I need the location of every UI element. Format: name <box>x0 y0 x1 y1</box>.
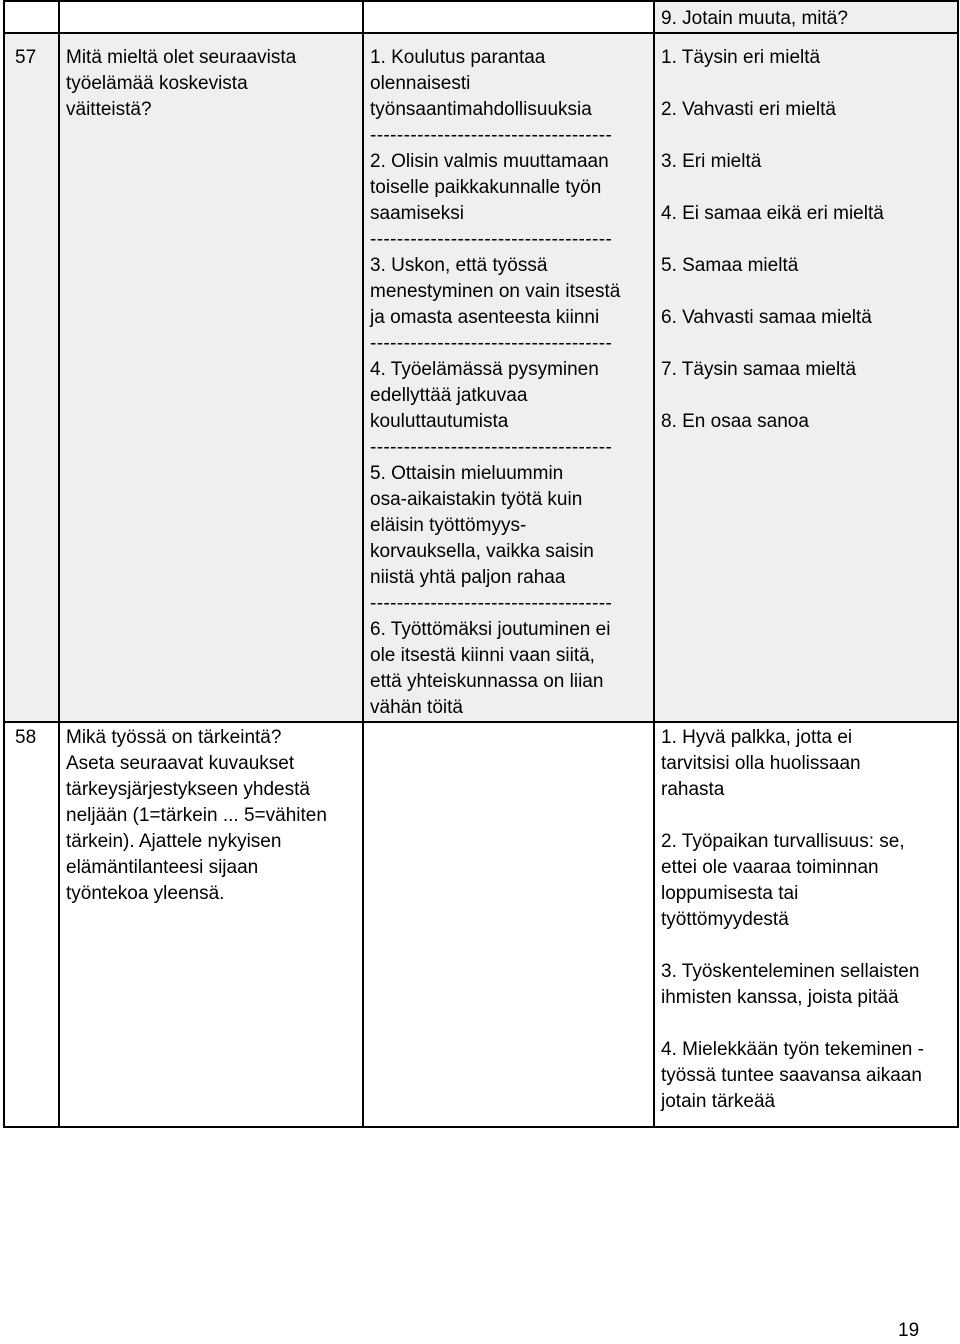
ranking-option-3-line: 3. Työskenteleminen sellaisten <box>661 961 920 982</box>
statement-4-line: kouluttautumista <box>370 411 509 432</box>
statement-1-line: työnsaantimahdollisuuksia <box>370 99 592 120</box>
question-text-line: neljään (1=tärkein ... 5=vähiten <box>66 805 327 826</box>
question-57-text-cell <box>59 33 363 722</box>
ranking-option-4-line: työssä tuntee saavansa aikaan <box>661 1065 922 1086</box>
statement-6-line: ole itsestä kiinni vaan siitä, <box>370 645 595 666</box>
question-text-line: tärkeysjärjestykseen yhdestä <box>66 779 310 800</box>
ranking-option-2-line: työttömyydestä <box>661 909 789 930</box>
question-text-line: työelämää koskevista <box>66 73 248 94</box>
question-text-line: Mikä työssä on tärkeintä? <box>66 727 282 748</box>
ranking-option-2-line: ettei ole vaaraa toiminnan <box>661 857 879 878</box>
statement-2-line: toiselle paikkakunnalle työn <box>370 177 602 198</box>
statement-1-line: olennaisesti <box>370 73 471 94</box>
question-58-options-cell <box>654 722 958 1127</box>
statement-3-line: menestyminen on vain itsestä <box>370 281 621 302</box>
statement-separator: ------------------------------------ <box>370 593 613 614</box>
question-number: 58 <box>15 727 37 748</box>
question-text-line: tärkein). Ajattele nykyisen <box>66 831 282 852</box>
other-option-label: 9. Jotain muuta, mitä? <box>661 8 848 29</box>
header-cell-other <box>654 1 958 33</box>
answer-option: 3. Eri mieltä <box>661 151 762 172</box>
statement-5-line: niistä yhtä paljon rahaa <box>370 567 566 588</box>
ranking-option-2-line: loppumisesta tai <box>661 883 799 904</box>
statement-6-line: että yhteiskunnassa on liian <box>370 671 604 692</box>
statement-separator: ------------------------------------ <box>370 229 613 250</box>
answer-option: 2. Vahvasti eri mieltä <box>661 99 836 120</box>
answer-option: 5. Samaa mieltä <box>661 255 799 276</box>
question-text-line: elämäntilanteesi sijaan <box>66 857 259 878</box>
question-57-options-cell <box>654 33 958 722</box>
ranking-option-4-line: 4. Mielekkään työn tekeminen - <box>661 1039 924 1060</box>
header-cell-empty-1 <box>4 1 59 33</box>
statement-5-line: 5. Ottaisin mieluummin <box>370 463 564 484</box>
answer-option: 4. Ei samaa eikä eri mieltä <box>661 203 884 224</box>
question-58-row <box>4 722 958 1127</box>
question-text-line: Mitä mieltä olet seuraavista <box>66 47 297 68</box>
question-text-line: työntekoa yleensä. <box>66 883 225 904</box>
question-58-text-cell <box>59 722 363 1127</box>
question-58-number-cell <box>4 722 59 1127</box>
statement-3-line: 3. Uskon, että työssä <box>370 255 548 276</box>
statement-separator: ------------------------------------ <box>370 437 613 458</box>
question-57-statements-cell <box>363 33 654 722</box>
statement-5-line: eläisin työttömyys- <box>370 515 527 536</box>
question-number: 57 <box>15 47 37 68</box>
answer-option: 8. En osaa sanoa <box>661 411 809 432</box>
answer-option: 6. Vahvasti samaa mieltä <box>661 307 872 328</box>
ranking-option-1-line: 1. Hyvä palkka, jotta ei <box>661 727 853 748</box>
question-58-answer-cell[interactable] <box>363 722 654 1127</box>
statement-2-line: saamiseksi <box>370 203 464 224</box>
statement-separator: ------------------------------------ <box>370 333 613 354</box>
answer-option: 7. Täysin samaa mieltä <box>661 359 857 380</box>
statement-3-line: ja omasta asenteesta kiinni <box>370 307 600 328</box>
ranking-option-1-line: rahasta <box>661 779 725 800</box>
statement-2-line: 2. Olisin valmis muuttamaan <box>370 151 609 172</box>
header-row <box>4 1 958 33</box>
statement-5-line: osa-aikaistakin työtä kuin <box>370 489 583 510</box>
statement-6-line: vähän töitä <box>370 697 463 718</box>
question-57-row <box>4 33 958 722</box>
header-cell-empty-2 <box>59 1 363 33</box>
questionnaire-table <box>3 0 959 1128</box>
ranking-option-1-line: tarvitsisi olla huolissaan <box>661 753 861 774</box>
ranking-option-2-line: 2. Työpaikan turvallisuus: se, <box>661 831 905 852</box>
answer-option: 1. Täysin eri mieltä <box>661 47 821 68</box>
ranking-option-4-line: jotain tärkeää <box>661 1091 776 1112</box>
question-57-number-cell <box>4 33 59 722</box>
page-number: 19 <box>898 1320 920 1341</box>
statement-5-line: korvauksella, vaikka saisin <box>370 541 594 562</box>
statement-6-line: 6. Työttömäksi joutuminen ei <box>370 619 611 640</box>
question-text-line: väitteistä? <box>66 99 152 120</box>
statement-separator: ------------------------------------ <box>370 125 613 146</box>
statement-4-line: 4. Työelämässä pysyminen <box>370 359 599 380</box>
statement-4-line: edellyttää jatkuvaa <box>370 385 528 406</box>
header-cell-empty-3 <box>363 1 654 33</box>
question-text-line: Aseta seuraavat kuvaukset <box>66 753 295 774</box>
ranking-option-3-line: ihmisten kanssa, joista pitää <box>661 987 899 1008</box>
statement-1-line: 1. Koulutus parantaa <box>370 47 546 68</box>
